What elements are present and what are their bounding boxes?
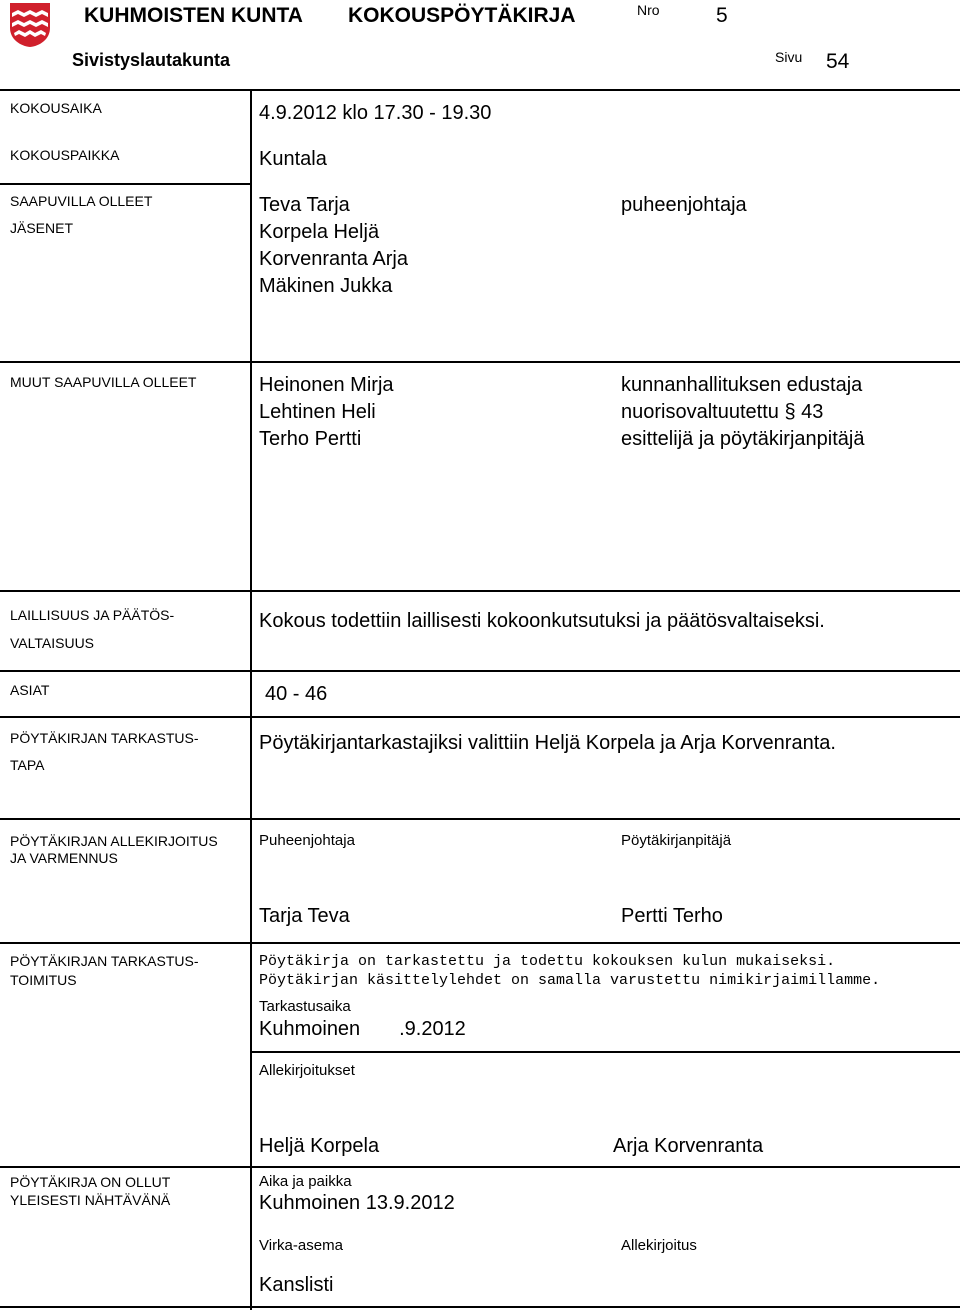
label-members-2: JÄSENET xyxy=(10,220,74,236)
label-inspection-method-2: TAPA xyxy=(10,757,45,773)
label-public-1: PÖYTÄKIRJA ON OLLUT xyxy=(10,1174,171,1190)
row-divider xyxy=(0,942,960,944)
nro-label: Nro xyxy=(637,2,660,18)
position-label: Virka-asema xyxy=(259,1237,343,1254)
municipality-name: KUHMOISTEN KUNTA xyxy=(84,4,303,27)
label-public-2: YLEISESTI NÄHTÄVÄNÄ xyxy=(10,1192,171,1208)
other-attendee-role: nuorisovaltuutettu § 43 xyxy=(621,401,824,423)
other-attendee-name: Lehtinen Heli xyxy=(259,401,376,423)
label-signature-1: PÖYTÄKIRJAN ALLEKIRJOITUS xyxy=(10,833,218,849)
inspection-place-date: Kuhmoinen .9.2012 xyxy=(259,1018,466,1040)
signature-label: Allekirjoitus xyxy=(621,1237,697,1254)
table-top-border xyxy=(0,89,960,91)
label-inspection-method-1: PÖYTÄKIRJAN TARKASTUS- xyxy=(10,730,199,746)
public-time-place: Kuhmoinen 13.9.2012 xyxy=(259,1192,455,1214)
member-name: Mäkinen Jukka xyxy=(259,275,393,297)
secretary-signature-label: Pöytäkirjanpitäjä xyxy=(621,832,732,849)
label-items: ASIAT xyxy=(10,682,50,698)
inspector-signatures-label: Allekirjoitukset xyxy=(259,1062,355,1079)
other-attendee-role: kunnanhallituksen edustaja xyxy=(621,374,863,396)
other-attendee-name: Terho Pertti xyxy=(259,428,362,450)
row-divider xyxy=(250,1051,960,1053)
row-divider xyxy=(0,361,960,363)
row-divider xyxy=(0,1166,960,1168)
row-divider xyxy=(0,670,960,672)
column-divider xyxy=(250,89,252,1310)
other-attendee-name: Heinonen Mirja xyxy=(259,374,394,396)
label-members-1: SAAPUVILLA OLLEET xyxy=(10,193,153,209)
row-divider xyxy=(0,183,250,185)
member-name: Teva Tarja xyxy=(259,194,350,216)
chair-name: Tarja Teva xyxy=(259,905,350,927)
row-divider xyxy=(0,818,960,820)
page-number: 54 xyxy=(826,50,850,73)
member-name: Korpela Heljä xyxy=(259,221,380,243)
label-legality-2: VALTAISUUS xyxy=(10,635,95,651)
meeting-items: 40 - 46 xyxy=(265,683,328,705)
inspection-time-label: Tarkastusaika xyxy=(259,998,351,1015)
label-meeting-time: KOKOUSAIKA xyxy=(10,100,102,116)
document-type: KOKOUSPÖYTÄKIRJA xyxy=(348,4,576,27)
coat-of-arms-icon xyxy=(9,2,51,48)
row-divider xyxy=(0,716,960,718)
row-divider xyxy=(0,590,960,592)
label-others: MUUT SAAPUVILLA OLLEET xyxy=(10,374,197,390)
page-label: Sivu xyxy=(775,49,803,65)
label-inspection-1: PÖYTÄKIRJAN TARKASTUS- xyxy=(10,953,199,969)
inspector-name: Arja Korvenranta xyxy=(613,1135,764,1157)
label-meeting-place: KOKOUSPAIKKA xyxy=(10,147,120,163)
board-name: Sivistyslautakunta xyxy=(72,50,231,70)
inspector-name: Heljä Korpela xyxy=(259,1135,380,1157)
label-inspection-2: TOIMITUS xyxy=(10,972,77,988)
official-position: Kanslisti xyxy=(259,1274,334,1296)
inspection-method-text: Pöytäkirjantarkastajiksi valittiin Heljä Korpela ja Arja Korvenranta. xyxy=(259,732,836,754)
meeting-place: Kuntala xyxy=(259,148,327,170)
public-time-place-label: Aika ja paikka xyxy=(259,1173,352,1190)
meeting-time: 4.9.2012 klo 17.30 - 19.30 xyxy=(259,102,492,124)
inspection-statement-line: Pöytäkirja on tarkastettu ja todettu kokouksen kulun mukaiseksi. xyxy=(259,953,836,970)
member-role: puheenjohtaja xyxy=(621,194,747,216)
nro-value: 5 xyxy=(716,4,728,27)
other-attendee-role: esittelijä ja pöytäkirjanpitäjä xyxy=(621,428,865,450)
label-signature-2: JA VARMENNUS xyxy=(10,850,118,866)
legality-statement: Kokous todettiin laillisesti kokoonkutsutuksi ja päätösvaltaiseksi. xyxy=(259,610,825,632)
chair-signature-label: Puheenjohtaja xyxy=(259,832,355,849)
table-bottom-border xyxy=(0,1306,960,1308)
member-name: Korvenranta Arja xyxy=(259,248,408,270)
label-legality-1: LAILLISUUS JA PÄÄTÖS- xyxy=(10,607,175,623)
secretary-name: Pertti Terho xyxy=(621,905,723,927)
inspection-statement-line: Pöytäkirjan käsittelylehdet on samalla varustettu nimikirjaimillamme. xyxy=(259,972,881,989)
